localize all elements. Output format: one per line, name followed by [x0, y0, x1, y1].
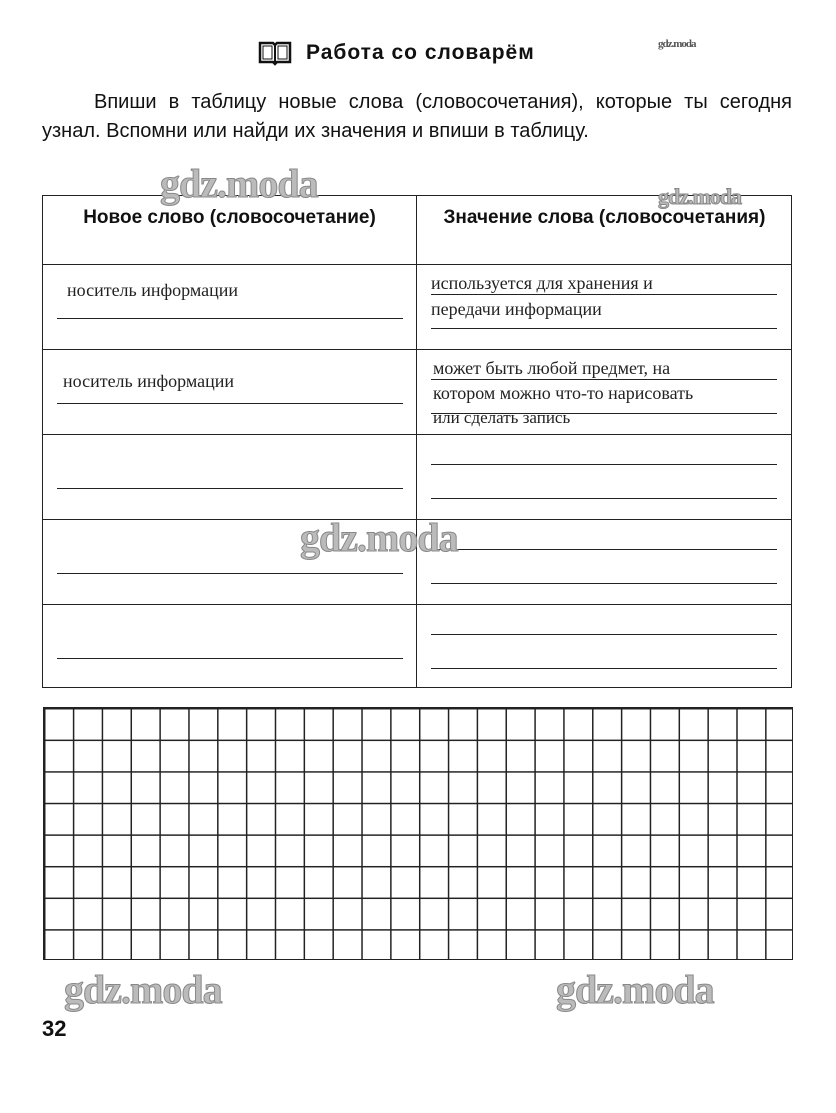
row4-meaning-line[interactable] [431, 549, 777, 550]
row4-meaning-line[interactable] [431, 583, 777, 584]
watermark: gdz.moda [300, 515, 458, 560]
section-title [258, 40, 535, 66]
row3-word-line[interactable] [57, 488, 403, 489]
row2-meaning-line1: может быть любой предмет, на [433, 358, 671, 378]
row2-meaning-line3: или сделать запись [433, 408, 571, 427]
row4-word-line[interactable] [57, 573, 403, 574]
watermark: gdz.moda [658, 184, 742, 209]
row1-word: носитель информации [67, 280, 239, 300]
watermark: gdz.moda [658, 38, 696, 50]
watermark: gdz.moda [64, 967, 222, 1012]
squared-writing-grid[interactable] [43, 707, 793, 960]
row3-meaning-line[interactable] [431, 464, 777, 465]
vocabulary-table [42, 195, 792, 688]
row1-meaning-line1: используется для хранения и [431, 273, 653, 293]
title-text: Работа со словарём [306, 41, 535, 64]
page-number: 32 [42, 1016, 67, 1041]
instruction-text: Впиши в таблицу новые слова (словосочетания), которые ты сегодня узнал. Вспомни или найди их значения и впиши в таблицу. [42, 91, 792, 142]
header-new-word: Новое слово (словосочетание) [83, 207, 376, 228]
book-icon [258, 40, 292, 66]
watermark: gdz.moda [556, 967, 714, 1012]
row2-meaning-line2: котором можно что-то нарисовать [433, 383, 694, 403]
row5-meaning-line[interactable] [431, 668, 777, 669]
row1-meaning-line2: передачи информации [431, 299, 602, 319]
row5-word-line[interactable] [57, 658, 403, 659]
row2-word: носитель информации [63, 371, 235, 391]
watermark: gdz.moda [160, 161, 318, 206]
row3-meaning-line[interactable] [431, 498, 777, 499]
header-meaning: Значение слова (словосочетания) [443, 207, 766, 228]
row5-meaning-line[interactable] [431, 634, 777, 635]
